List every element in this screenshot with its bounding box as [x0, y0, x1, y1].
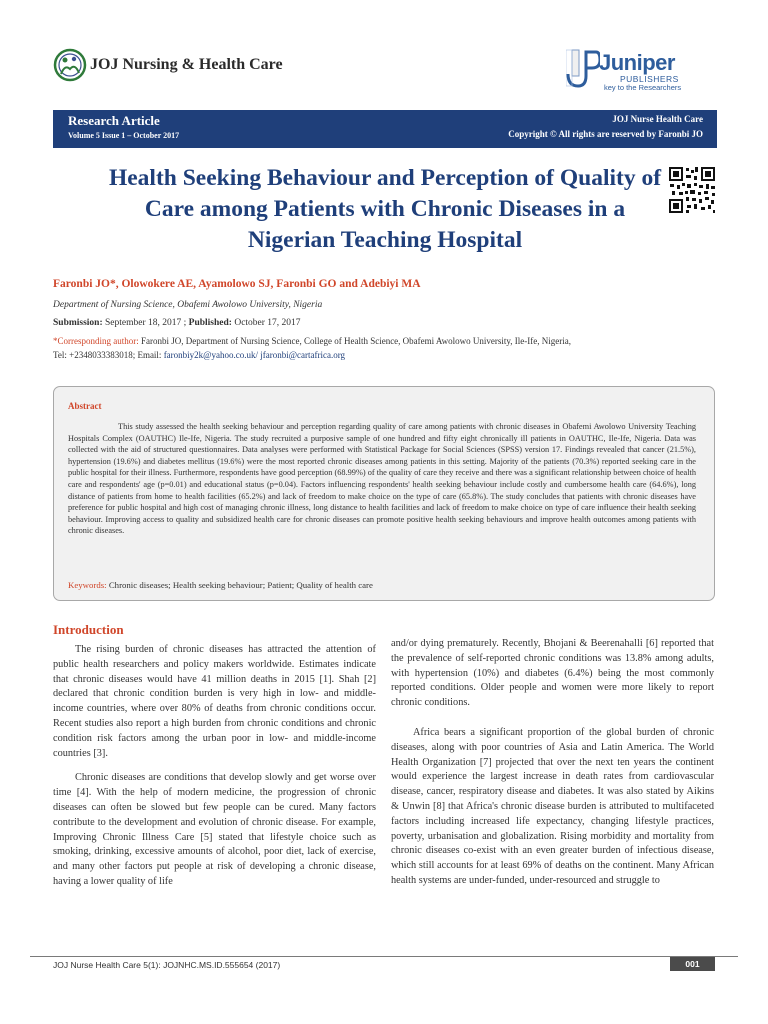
page-number: 001: [670, 957, 715, 971]
article-banner: [53, 110, 717, 148]
keywords-text: Chronic diseases; Health seeking behaviour; Patient; Quality of health care: [108, 580, 373, 590]
keywords: [68, 580, 373, 590]
email-link[interactable]: faronbiy2k@yahoo.co.uk/ jfaronbi@cartafrica.org: [163, 350, 346, 360]
contact-line: [53, 350, 345, 360]
corresponding-author: [53, 336, 571, 346]
journal-name: JOJ Nursing & Health Care: [90, 56, 283, 73]
paragraph: Chronic diseases are conditions that develop slowly and get worse over time [4]. With the help of modern medicine, the progression of chronic diseases can often be slowed but few people can be cured. Many factors contribute to the development and evolution of chronic disease. For example, Improving Chronic Illness Care [5] stated that lifestyle choice such as smoking, drinking, excessive amounts of alcohol, poor diet, lack of exercise, and many other factors put people at risk of developing a chronic disease, having a lower quality of life: [53, 772, 376, 887]
footer-citation: JOJ Nurse Health Care 5(1): JOJNHC.MS.ID.555654 (2017): [53, 960, 281, 970]
tel-text: Tel: +2348033383018; Email:: [53, 350, 162, 360]
paragraph: and/or dying prematurely. Recently, Bhojani & Beerenahalli [6] reported that the prevalence of self-reported chronic conditions was 13.8% among adults, with hypertension (10%) and diabetes (6.4%) being the most commonly reported conditions. Older people and women were more likely to report chronic conditions.: [391, 638, 714, 709]
footer-divider: [30, 956, 738, 957]
publisher-logo: [566, 48, 726, 98]
journal-logo-icon: [52, 47, 88, 83]
article-type: Research Article: [68, 113, 160, 128]
introduction-heading: Introduction: [53, 622, 124, 637]
dates: [53, 318, 301, 328]
submission-label: Submission:: [53, 318, 103, 328]
keywords-label: Keywords:: [68, 580, 107, 590]
copyright: Copyright © All rights are reserved by Faronbi JO: [508, 129, 703, 139]
paragraph: Africa bears a significant proportion of the global burden of chronic diseases, along with poor countries of Asia and Latin America. The World Health Organization [7] projected that over the next ten years the continent would experience the largest increase in death rates from cardiovascular disease, cancer, respiratory disease and diabetes. It was also stated by Aikins & Unwin [8] that Africa's chronic disease burden is attributed to multifaceted factors including increased life expectancy, changing lifestyle practices, poverty, urbanisation and globalization. Rising morbidity and mortality from chronic diseases co-exist with an even greater burden of infectious disease, which still accounts for at least 69% of deaths on the continent. Many African health systems are under-funded, under-resourced and struggle to: [391, 726, 714, 886]
authors: Faronbi JO*, Olowokere AE, Ayamolowo SJ, Faronbi GO and Adebiyi MA: [53, 278, 421, 290]
right-column: [391, 637, 714, 889]
journal-abbrev: JOJ Nurse Health Care: [612, 114, 703, 124]
department: Department of Nursing Science, Obafemi Awolowo University, Nigeria: [53, 300, 323, 310]
publisher-name: Juniper: [599, 50, 675, 75]
article-title: Health Seeking Behaviour and Perception of Quality of Care among Patients with Chronic Diseases in a Nigerian Teaching Hospital: [108, 165, 662, 253]
corr-text: Faronbi JO, Department of Nursing Science, College of Health Science, Obafemi Awolowo University, Ile-Ife, Nigeria,: [141, 336, 571, 346]
abstract-label: Abstract: [68, 401, 102, 411]
publisher-tagline: key to the Researchers: [604, 83, 682, 92]
paragraph: The rising burden of chronic diseases has attracted the attention of public health researchers and policy makers worldwide. Estimates indicate that chronic diseases would have 41 million deaths in 2015 [1]. Shah [2] declared that chronic condition burden is very high in low- and middle-income countries, where over 80% of deaths from chronic conditions occur. Recent studies also report a high burden from chronic conditions and chronic condition risk factors among the urban poor in low- and middle-income countries [3].: [53, 644, 376, 759]
volume-info: Volume 5 Issue 1 – October 2017: [68, 131, 180, 140]
jp-logo-icon: [566, 48, 600, 90]
abstract-box: [53, 386, 715, 601]
corr-label: *Corresponding author:: [53, 336, 139, 346]
abstract-text: This study assessed the health seeking behaviour and perception regarding quality of care among patients with chronic diseases in Obafemi Awolowo University Teaching Hospitals Complex (OAUTHC) Ile-Ife, Nigeria. The study recruited a purposive sample of one hundred and fifty eight chronically ill patients in OAUTHC, Ile-Ife, Nigeria. Data was collected with the aid of structured questionnaires. Data analyses were performed with Statistical Package for Social Sciences (SPSS) version 17. Findings revealed that cancer (21.5%), hypertension (19.6%) and diabetes mellitus (19.6%) were the most reported chronic diseases among patients in this setting. Majority of the patients (70.3%) reported seeking care in the public hospital for their illness. Furthermore, respondents have good perception (68.99%) of the quality of care they receive and there was a significant relationship between choice of health care and respondents' age (p=0.01) and educational status (p=0.04). Factors influencing respondents' health seeking behaviour include costly and cumbersome health care (64.6%), long distance of patients from home to health facilities (65.2%) and lack of freedom to make choice on the type of care (65.8%). The study concludes that patients with chronic diseases have preference for public hospital and high cost of managing chronic illness, long distance to health facilities and lack of freedom to make choice on type of care influence their health seeking behaviour. Improving access to quality and subsidized health care for chronic diseases can promote positive health seeking behaviours and improve health outcomes among patients with chronic diseases.: [68, 422, 696, 536]
submission-date: September 18, 2017 ;: [105, 318, 187, 328]
published-label: Published:: [188, 318, 232, 328]
published-date: October 17, 2017: [234, 318, 301, 328]
qr-code-icon: [668, 166, 716, 214]
publisher-sub: PUBLISHERS: [620, 74, 679, 84]
left-column: [53, 643, 376, 890]
